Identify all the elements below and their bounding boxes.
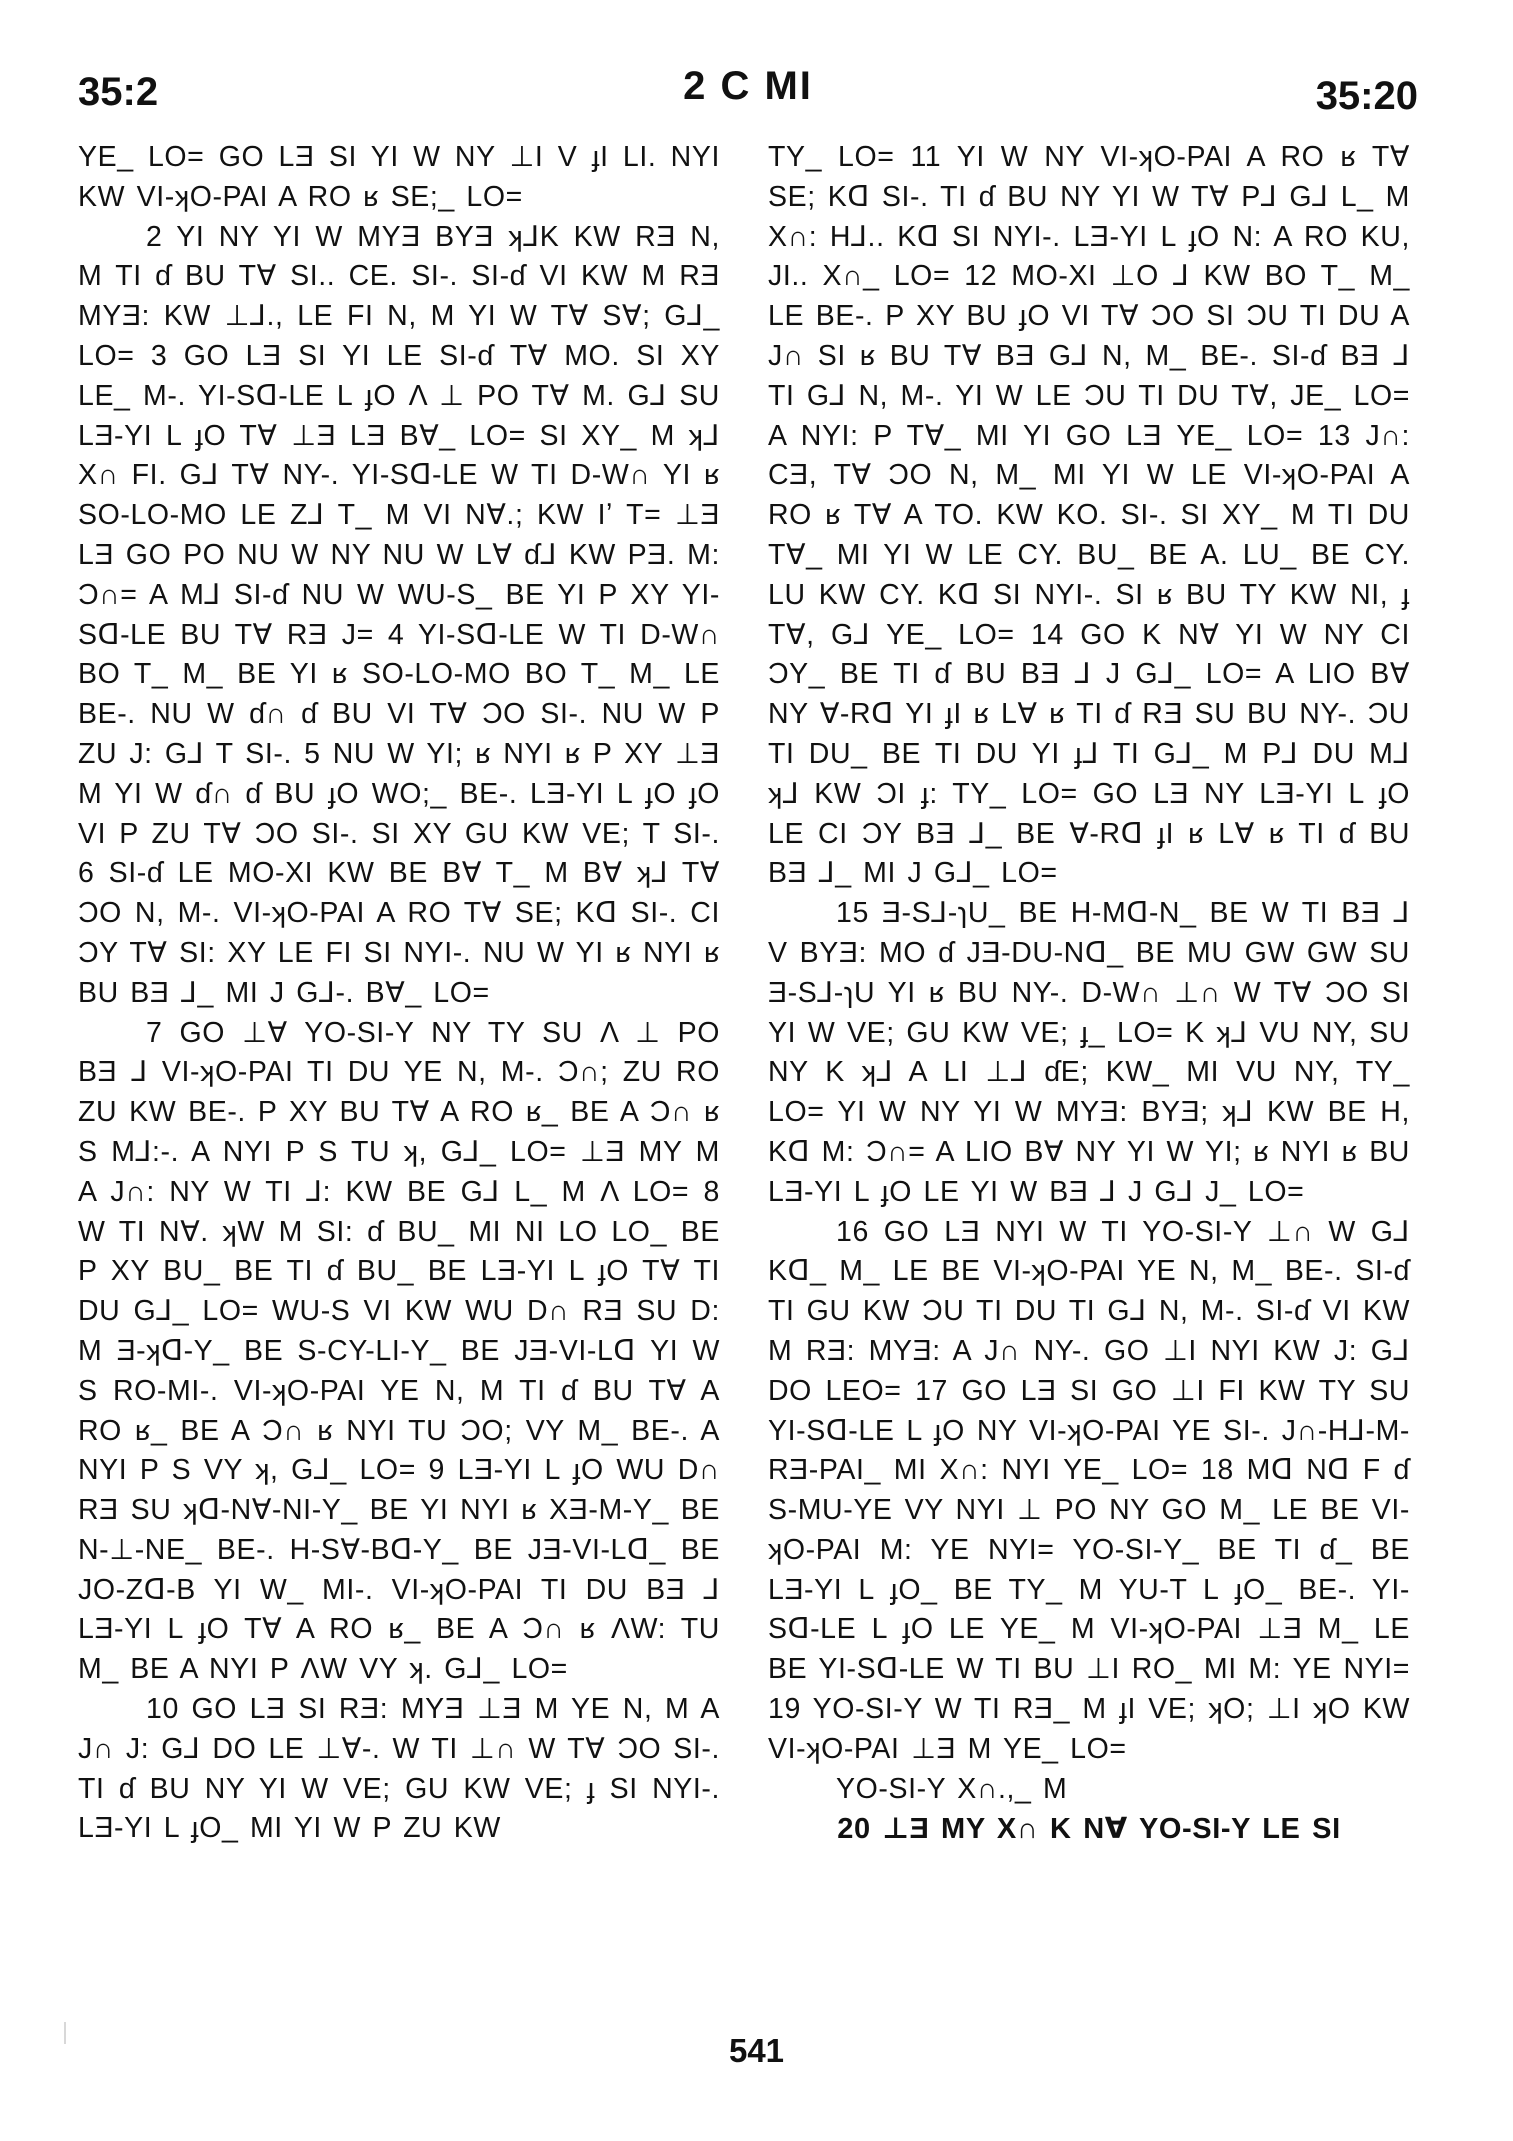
paragraph: YE_ LO= GO LƎ SI YI W NY ⊥I V ɟI LI. NYI KW VI-ʞO-PAI A RO ʁ SE;_ LO= (78, 141, 720, 213)
running-header (78, 62, 1418, 122)
left-text-column (78, 138, 720, 1849)
paragraph: TY_ LO= 11 YI W NY VI-ʞO-PAI A RO ʁ T∀ SE; Kᗡ SI-. TI ɗ BU NY YI W T∀ P⅃ G⅃ L_ M X∩: H⅃.. Kᗡ SI NYI-. LƎ-YI L ɟO N: A RO KU, JI.. X∩_ LO= 12 MO-XI ⊥O ⅃ KW BO T_ M_ LE BE-. P XY BU ɟO VI T∀ ƆO SI ƆU TI DU A J∩ SI ʁ BU T∀ BƎ G⅃ N, M_ BE-. SI-ɗ BƎ ⅃ TI G⅃ N, M-. YI W LE ƆU TI DU T∀, JE_ LO= A NYI: P T∀_ MI YI GO LƎ YE_ LO= 13 J∩: CƎ, T∀ ƆO N, M_ MI YI W LE VI-ʞO-PAI A RO ʁ T∀ A TO. KW KO. SI-. SI XY_ M TI DU T∀_ MI YI W LE CY. BU_ BE A. LU_ BE CY. LU KW CY. Kᗡ SI NYI-. SI ʁ BU TY KW NI, ɟ T∀, G⅃ YE_ LO= 14 GO K N∀ YI W NY CI ƆY_ BE TI ɗ BU BƎ ⅃ J G⅃_ LO= A LIO B∀ NY ∀-Rᗡ YI ɟI ʁ L∀ ʁ TI ɗ RƎ SU BU NY-. ƆU TI DU_ BE TI DU YI ɟ⅃ TI G⅃_ M P⅃ DU M⅃ ʞ⅃ KW ƆI ɟ: TY_ LO= GO LƎ NY LƎ-YI L ɟO LE CI ƆY BƎ ⅃_ BE ∀-Rᗡ ɟI ʁ L∀ ʁ TI ɗ BU BƎ ⅃_ MI J G⅃_ LO= (768, 141, 1410, 890)
right-text-column (768, 138, 1410, 1849)
paragraph: 16 GO LƎ NYI W TI YO-SI-Y ⊥∩ W G⅃ Kᗡ_ M_ LE BE VI-ʞO-PAI YE N, M_ BE-. SI-ɗ TI GU KW ƆU TI DU TI G⅃ N, M-. SI-ɗ VI KW M RƎ: MYƎ: A J∩ NY-. GO ⊥I NYI KW J: G⅃ DO LEO= 17 GO LƎ SI GO ⊥I FI KW TY SU YI-Sᗡ-LE L ɟO NY VI-ʞO-PAI YE SI-. J∩-H⅃-M-RƎ-PAI_ MI X∩: NYI YE_ LO= 18 Mᗡ Nᗡ F ɗ S-MU-YE VY NYI ⊥ PO NY GO M_ LE BE VI-ʞO-PAI M: YE NYI= YO-SI-Y_ BE TI ɗ_ BE LƎ-YI L ɟO_ BE TY_ M YU-T L ɟO_ BE-. YI-Sᗡ-LE L ɟO LE YE_ M VI-ʞO-PAI ⊥Ǝ M_ LE BE YI-Sᗡ-LE W TI BU ⊥I RO_ MI M: YE NYI= 19 YO-SI-Y W TI RƎ_ M ɟI VE; ʞO; ⊥I ʞO KW VI-ʞO-PAI ⊥Ǝ M YE_ LO= (768, 1215, 1410, 1765)
paragraph: 2 YI NY YI W MYƎ BYƎ ʞ⅃K KW RƎ N, M TI ɗ BU T∀ SI.. CE. SI-. SI-ɗ VI KW M RƎ MYƎ: KW ⊥⅃., LE FI N, M YI W T∀ S∀; G⅃_ LO= 3 GO LƎ SI YI LE SI-ɗ T∀ MO. SI XY LE_ M-. YI-Sᗡ-LE L ɟO Λ ⊥ PO T∀ M. G⅃ SU LƎ-YI L ɟO T∀ ⊥Ǝ LƎ B∀_ LO= SI XY_ M ʞ⅃ X∩ FI. G⅃ T∀ NY-. YI-Sᗡ-LE W TI D-W∩ YI ʁ SO-LO-MO LE Z⅃ T_ M VI N∀.; KW Iʼ T= ⊥Ǝ LƎ GO PO NU W NY NU W L∀ ɗ⅃ KW PƎ. M: Ɔ∩= A M⅃ SI-ɗ NU W WU-S_ BE YI P XY YI-Sᗡ-LE BU T∀ RƎ J= 4 YI-Sᗡ-LE W TI D-W∩ BO T_ M_ BE YI ʁ SO-LO-MO BO T_ M_ LE BE-. NU W ɗ∩ ɗ BU VI T∀ ƆO SI-. NU W P ZU J: G⅃ T SI-. 5 NU W YI; ʁ NYI ʁ P XY ⊥Ǝ M YI W ɗ∩ ɗ BU ɟO WO;_ BE-. LƎ-YI L ɟO ɟO VI P ZU T∀ ƆO SI-. SI XY GU KW VE; T SI-. 6 SI-ɗ LE MO-XI KW BE B∀ T_ M B∀ ʞ⅃ T∀ ƆO N, M-. VI-ʞO-PAI A RO T∀ SE; Kᗡ SI-. CI ƆY T∀ SI: XY LE FI SI NYI-. NU W YI ʁ NYI ʁ BU BƎ ⅃_ MI J G⅃-. B∀_ LO= (78, 220, 720, 1009)
paragraph: 15 Ǝ-S⅃-ɿU_ BE H-Mᗡ-N_ BE W TI BƎ ⅃ V BYƎ: MO ɗ JƎ-DU-Nᗡ_ BE MU GW GW SU Ǝ-S⅃-ɿU YI ʁ BU NY-. D-W∩ ⊥∩ W T∀ ƆO SI YI W VE; GU KW VE; ɟ_ LO= K ʞ⅃ VU NY, SU NY K ʞ⅃ A LI ⊥⅃ ɗE; KW_ MI VU NY, TY_ LO= YI W NY YI W MYƎ: BYƎ; ʞ⅃ KW BE H, Kᗡ M: Ɔ∩= A LIO B∀ NY YI W YI; ʁ NYI ʁ BU LƎ-YI L ɟO LE YI W BƎ ⅃ J G⅃ J_ LO= (768, 897, 1410, 1208)
header-chapter-end: 35:20 (1315, 74, 1418, 118)
page-number: 541 (728, 2032, 785, 2069)
paragraph: 10 GO LƎ SI RƎ: MYƎ ⊥Ǝ M YE N, M A J∩ J: G⅃ DO LE ⊥∀-. W TI ⊥∩ W T∀ ƆO SI-. TI ɗ BU NY YI W VE; GU KW VE; ɟ SI NYI-. LƎ-YI L ɟO_ MI YI W P ZU KW (78, 1693, 720, 1845)
header-book-title: 2 C MI (683, 64, 813, 108)
paragraph: 7 GO ⊥∀ YO-SI-Y NY TY SU Λ ⊥ PO BƎ ⅃ VI-ʞO-PAI TI DU YE N, M-. Ɔ∩; ZU RO ZU KW BE-. P XY BU T∀ A RO ʁ_ BE A Ɔ∩ ʁ S M⅃:-. A NYI P S TU ʞ, G⅃_ LO= ⊥Ǝ MY M A J∩: NY W TI ⅃: KW BE G⅃ L_ M Λ LO= 8 W TI N∀. ʞW M SI: ɗ BU_ MI NI LO LO_ BE P XY BU_ BE TI ɗ BU_ BE LƎ-YI L ɟO T∀ TI DU G⅃_ LO= WU-S VI KW WU D∩ RƎ SU D: M Ǝ-ʞᗡ-Y_ BE S-CY-LI-Y_ BE JƎ-VI-Lᗡ YI W S RO-MI-. VI-ʞO-PAI YE N, M TI ɗ BU T∀ A RO ʁ_ BE A Ɔ∩ ʁ NYI TU ƆO; VY M_ BE-. A NYI P S VY ʞ, G⅃_ LO= 9 LƎ-YI L ɟO WU D∩ RƎ SU ʞᗡ-N∀-NI-Y_ BE YI NYI ʁ XƎ-M-Y_ BE N-⊥-NE_ BE-. H-S∀-Bᗡ-Y_ BE JƎ-VI-Lᗡ_ BE JO-Zᗡ-B YI W_ MI-. VI-ʞO-PAI TI DU BƎ ⅃ LƎ-YI L ɟO T∀ A RO ʁ_ BE A Ɔ∩ ʁ ΛW: TU M_ BE A NYI P ΛW VY ʞ. G⅃_ LO= (78, 1016, 720, 1686)
header-chapter-start: 35:2 (78, 70, 159, 114)
section-heading: 20 ⊥Ǝ MY X∩ K N∀ YO-SI-Y LE SI (837, 1813, 1341, 1846)
paragraph: YO-SI-Y X∩.,_ M (836, 1772, 1068, 1805)
